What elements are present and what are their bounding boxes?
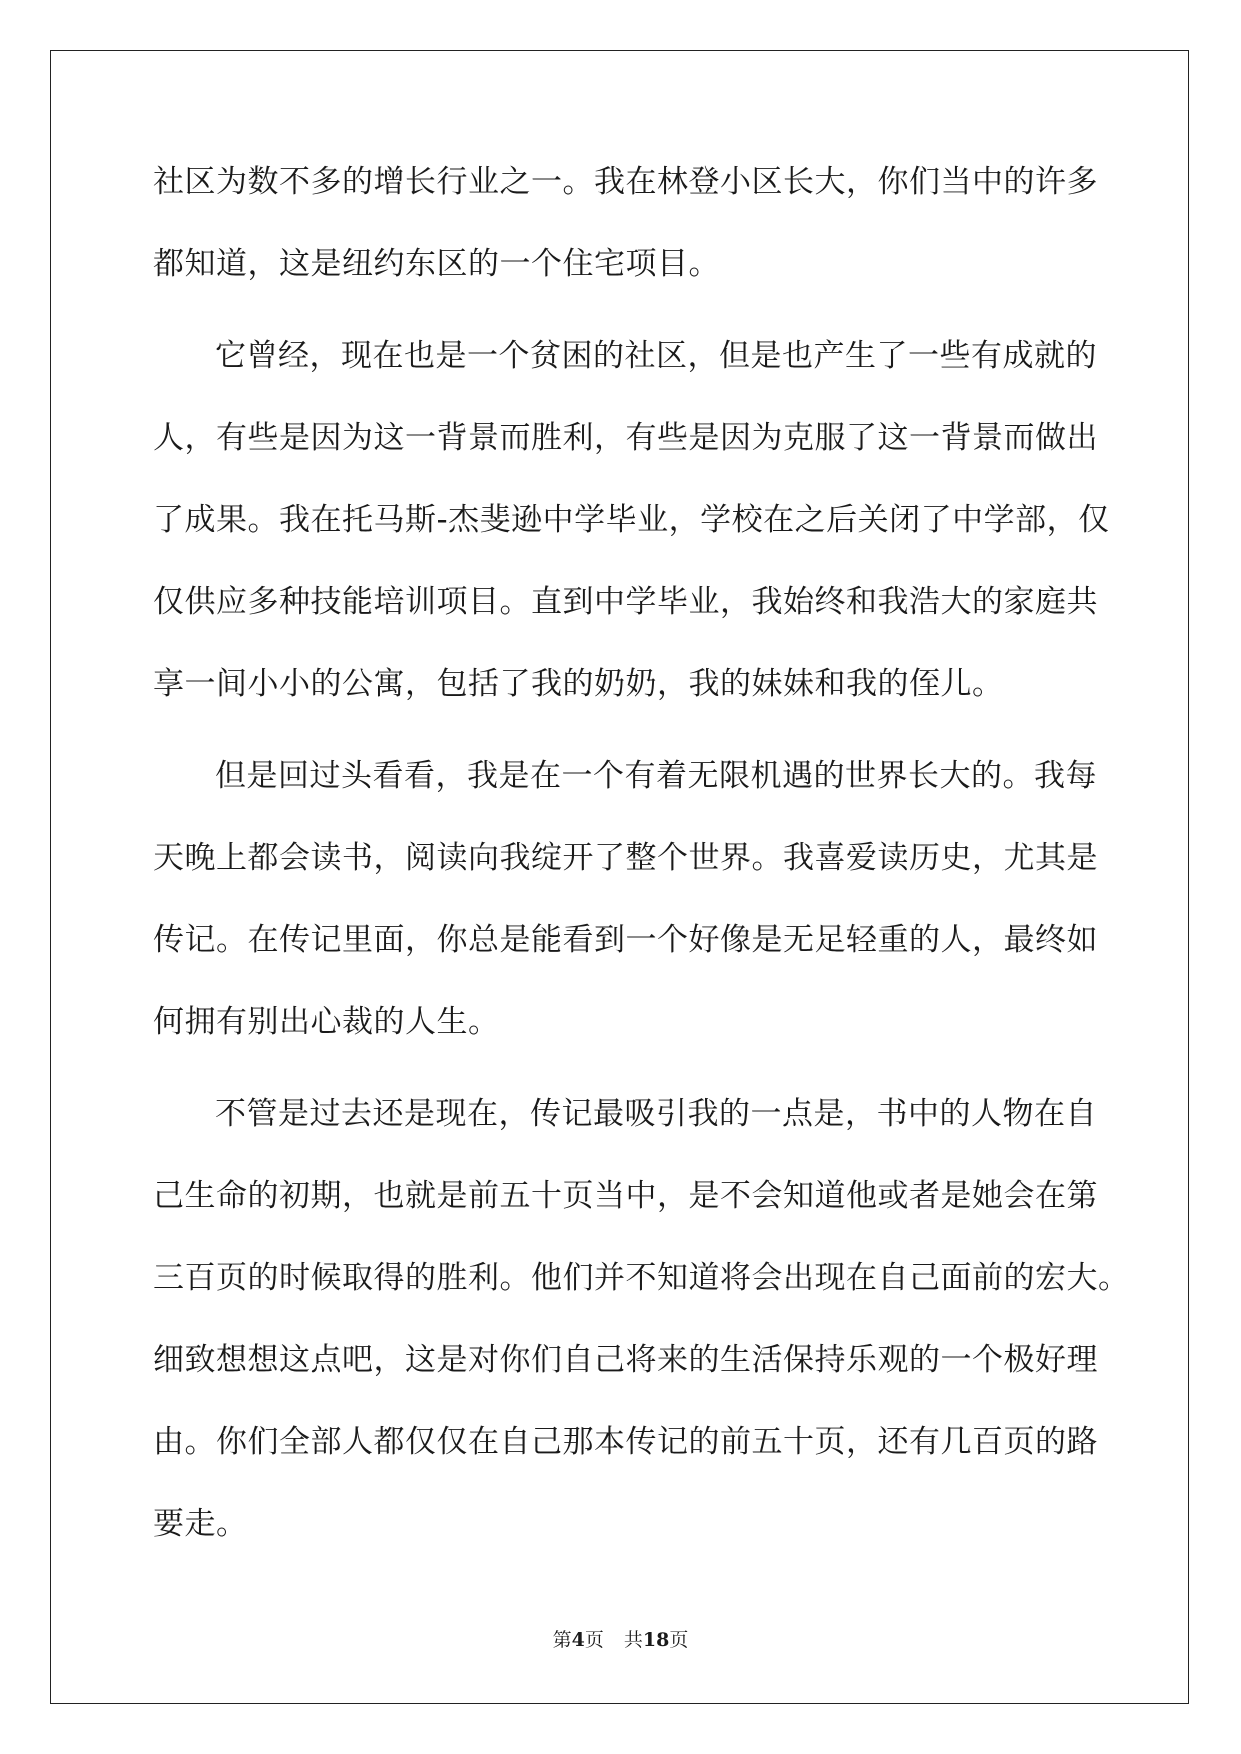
text-line: 己生命的初期，也就是前五十页当中，是不会知道他或者是她会在第 <box>153 1178 1098 1214</box>
footer-page-suffix: 页 <box>584 1629 604 1651</box>
text-line: 享一间小小的公寓，包括了我的奶奶，我的妹妹和我的侄儿。 <box>153 666 1004 702</box>
page-footer <box>0 1625 1241 1652</box>
text-line: 细致想想这点吧，这是对你们自己将来的生活保持乐观的一个极好理 <box>153 1342 1098 1378</box>
page-number: 4 <box>571 1629 585 1651</box>
footer-total-suffix: 页 <box>669 1629 689 1651</box>
text-line: 三百页的时候取得的胜利。他们并不知道将会出现在自己面前的宏大。 <box>153 1260 1130 1296</box>
text-line: 它曾经，现在也是一个贫困的社区，但是也产生了一些有成就的 <box>215 338 1097 374</box>
footer-prefix: 第 <box>552 1629 572 1651</box>
text-line: 但是回过头看看，我是在一个有着无限机遇的世界长大的。我每 <box>215 758 1097 794</box>
text-line: 天晚上都会读书，阅读向我绽开了整个世界。我喜爱读历史，尤其是 <box>153 840 1098 876</box>
text-line: 人，有些是因为这一背景而胜利，有些是因为克服了这一背景而做出 <box>153 420 1098 456</box>
text-line: 何拥有别出心裁的人生。 <box>153 1004 500 1040</box>
text-line: 不管是过去还是现在，传记最吸引我的一点是，书中的人物在自 <box>215 1096 1097 1132</box>
document-body <box>153 158 1130 1582</box>
text-line: 了成果。我在托马斯-杰斐逊中学毕业，学校在之后关闭了中学部，仅 <box>153 502 1110 538</box>
text-line: 仅供应多种技能培训项目。直到中学毕业，我始终和我浩大的家庭共 <box>153 584 1098 620</box>
text-line: 传记。在传记里面，你总是能看到一个好像是无足轻重的人，最终如 <box>153 922 1098 958</box>
footer-total-prefix: 共 <box>623 1629 643 1651</box>
text-line: 都知道，这是纽约东区的一个住宅项目。 <box>153 246 720 282</box>
text-line: 要走。 <box>153 1506 248 1542</box>
total-pages: 18 <box>642 1629 670 1651</box>
text-line: 由。你们全部人都仅仅在自己那本传记的前五十页，还有几百页的路 <box>153 1424 1098 1460</box>
text-line: 社区为数不多的增长行业之一。我在林登小区长大，你们当中的许多 <box>153 164 1098 200</box>
